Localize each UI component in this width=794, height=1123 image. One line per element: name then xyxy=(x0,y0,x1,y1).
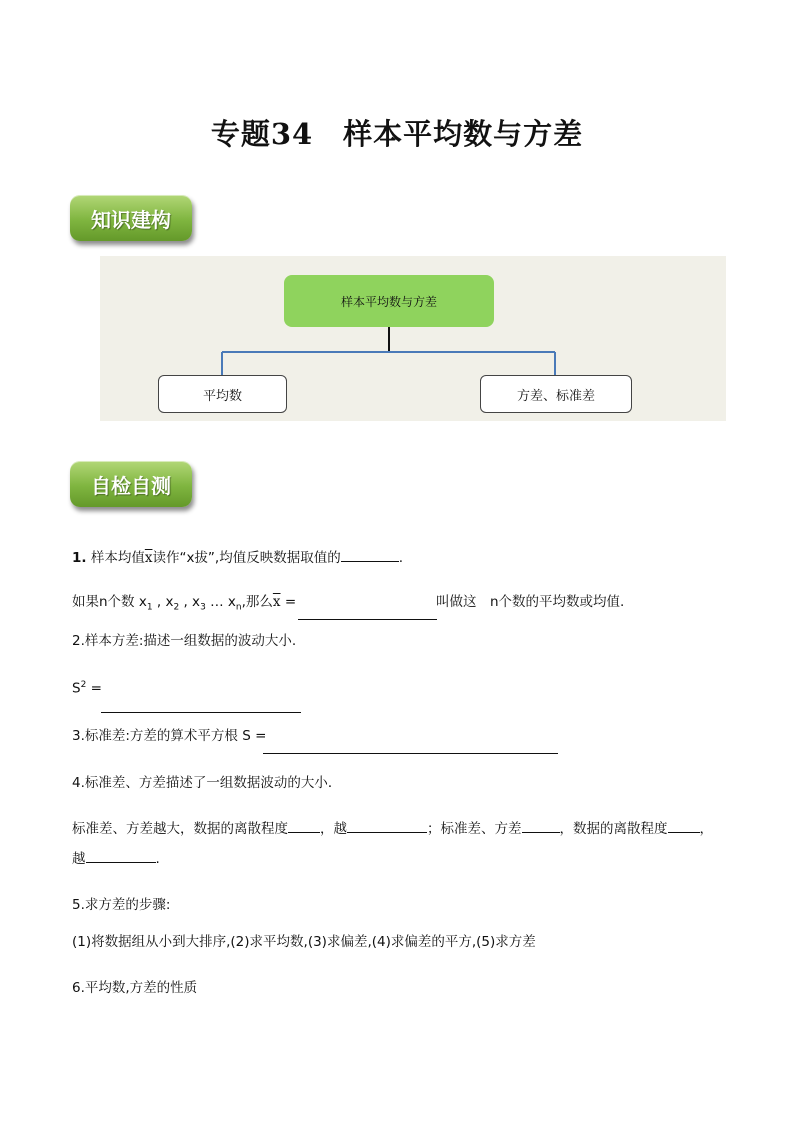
answer-blank[interactable] xyxy=(341,547,399,562)
question-2: 2.样本方差:描述一组数据的波动大小. xyxy=(72,633,297,649)
xbar-symbol: $\overline{x}$ xyxy=(144,550,153,566)
variance-formula: $S^2$ = xyxy=(72,680,102,697)
question-1-number: 1. xyxy=(72,550,87,566)
question-4-line-3: 越 . xyxy=(72,847,160,867)
section-header-selfcheck: 自检自测 xyxy=(70,461,192,507)
answer-blank[interactable] xyxy=(522,818,560,833)
page-title: 专题34 样本平均数与方差 xyxy=(210,117,584,151)
concept-diagram xyxy=(100,256,726,421)
question-4: 4.标准差、方差描述了一组数据波动的大小． xyxy=(72,775,342,791)
diagram-node-variance: 方差、标准差 xyxy=(480,375,632,413)
answer-blank[interactable] xyxy=(288,818,320,833)
question-5-steps: (1)将数据组从小到大排序,(2)求平均数,(3)求偏差,(4)求偏差的平方,(5)求方差 xyxy=(72,934,536,950)
diagram-node-mean: 平均数 xyxy=(158,375,287,413)
section-header-knowledge: 知识建构 xyxy=(70,195,192,241)
answer-blank[interactable] xyxy=(347,818,427,833)
answer-blank[interactable] xyxy=(101,712,301,713)
question-4-line-2: 标准差、方差越大，数据的离散程度 ，越 ；标准差、方差 ，数据的离散程度 ， xyxy=(72,817,713,837)
answer-blank[interactable] xyxy=(298,619,437,620)
answer-blank[interactable] xyxy=(86,848,156,863)
question-3: 3.标准差:方差的算术平方根 S = xyxy=(72,728,267,744)
question-5: 5.求方差的步骤: xyxy=(72,897,171,913)
answer-blank[interactable] xyxy=(263,753,558,754)
question-1-mean-definition: 如果n个数 $x_1$ , $x_2$ , $x_3$ … $x_n$,那么$\overline{x}$ = xyxy=(72,594,297,613)
question-1-mean-suffix: 叫做这 n个数的平均数或均值. xyxy=(436,594,625,610)
xbar-symbol: $\overline{x}$ xyxy=(272,594,281,610)
diagram-root-node: 样本平均数与方差 xyxy=(284,275,494,327)
question-6: 6.平均数,方差的性质 xyxy=(72,980,198,996)
answer-blank[interactable] xyxy=(668,818,700,833)
question-1: 1. 样本均值$\overline{x}$读作“x拔”,均值反映数据取值的 . xyxy=(72,546,403,566)
